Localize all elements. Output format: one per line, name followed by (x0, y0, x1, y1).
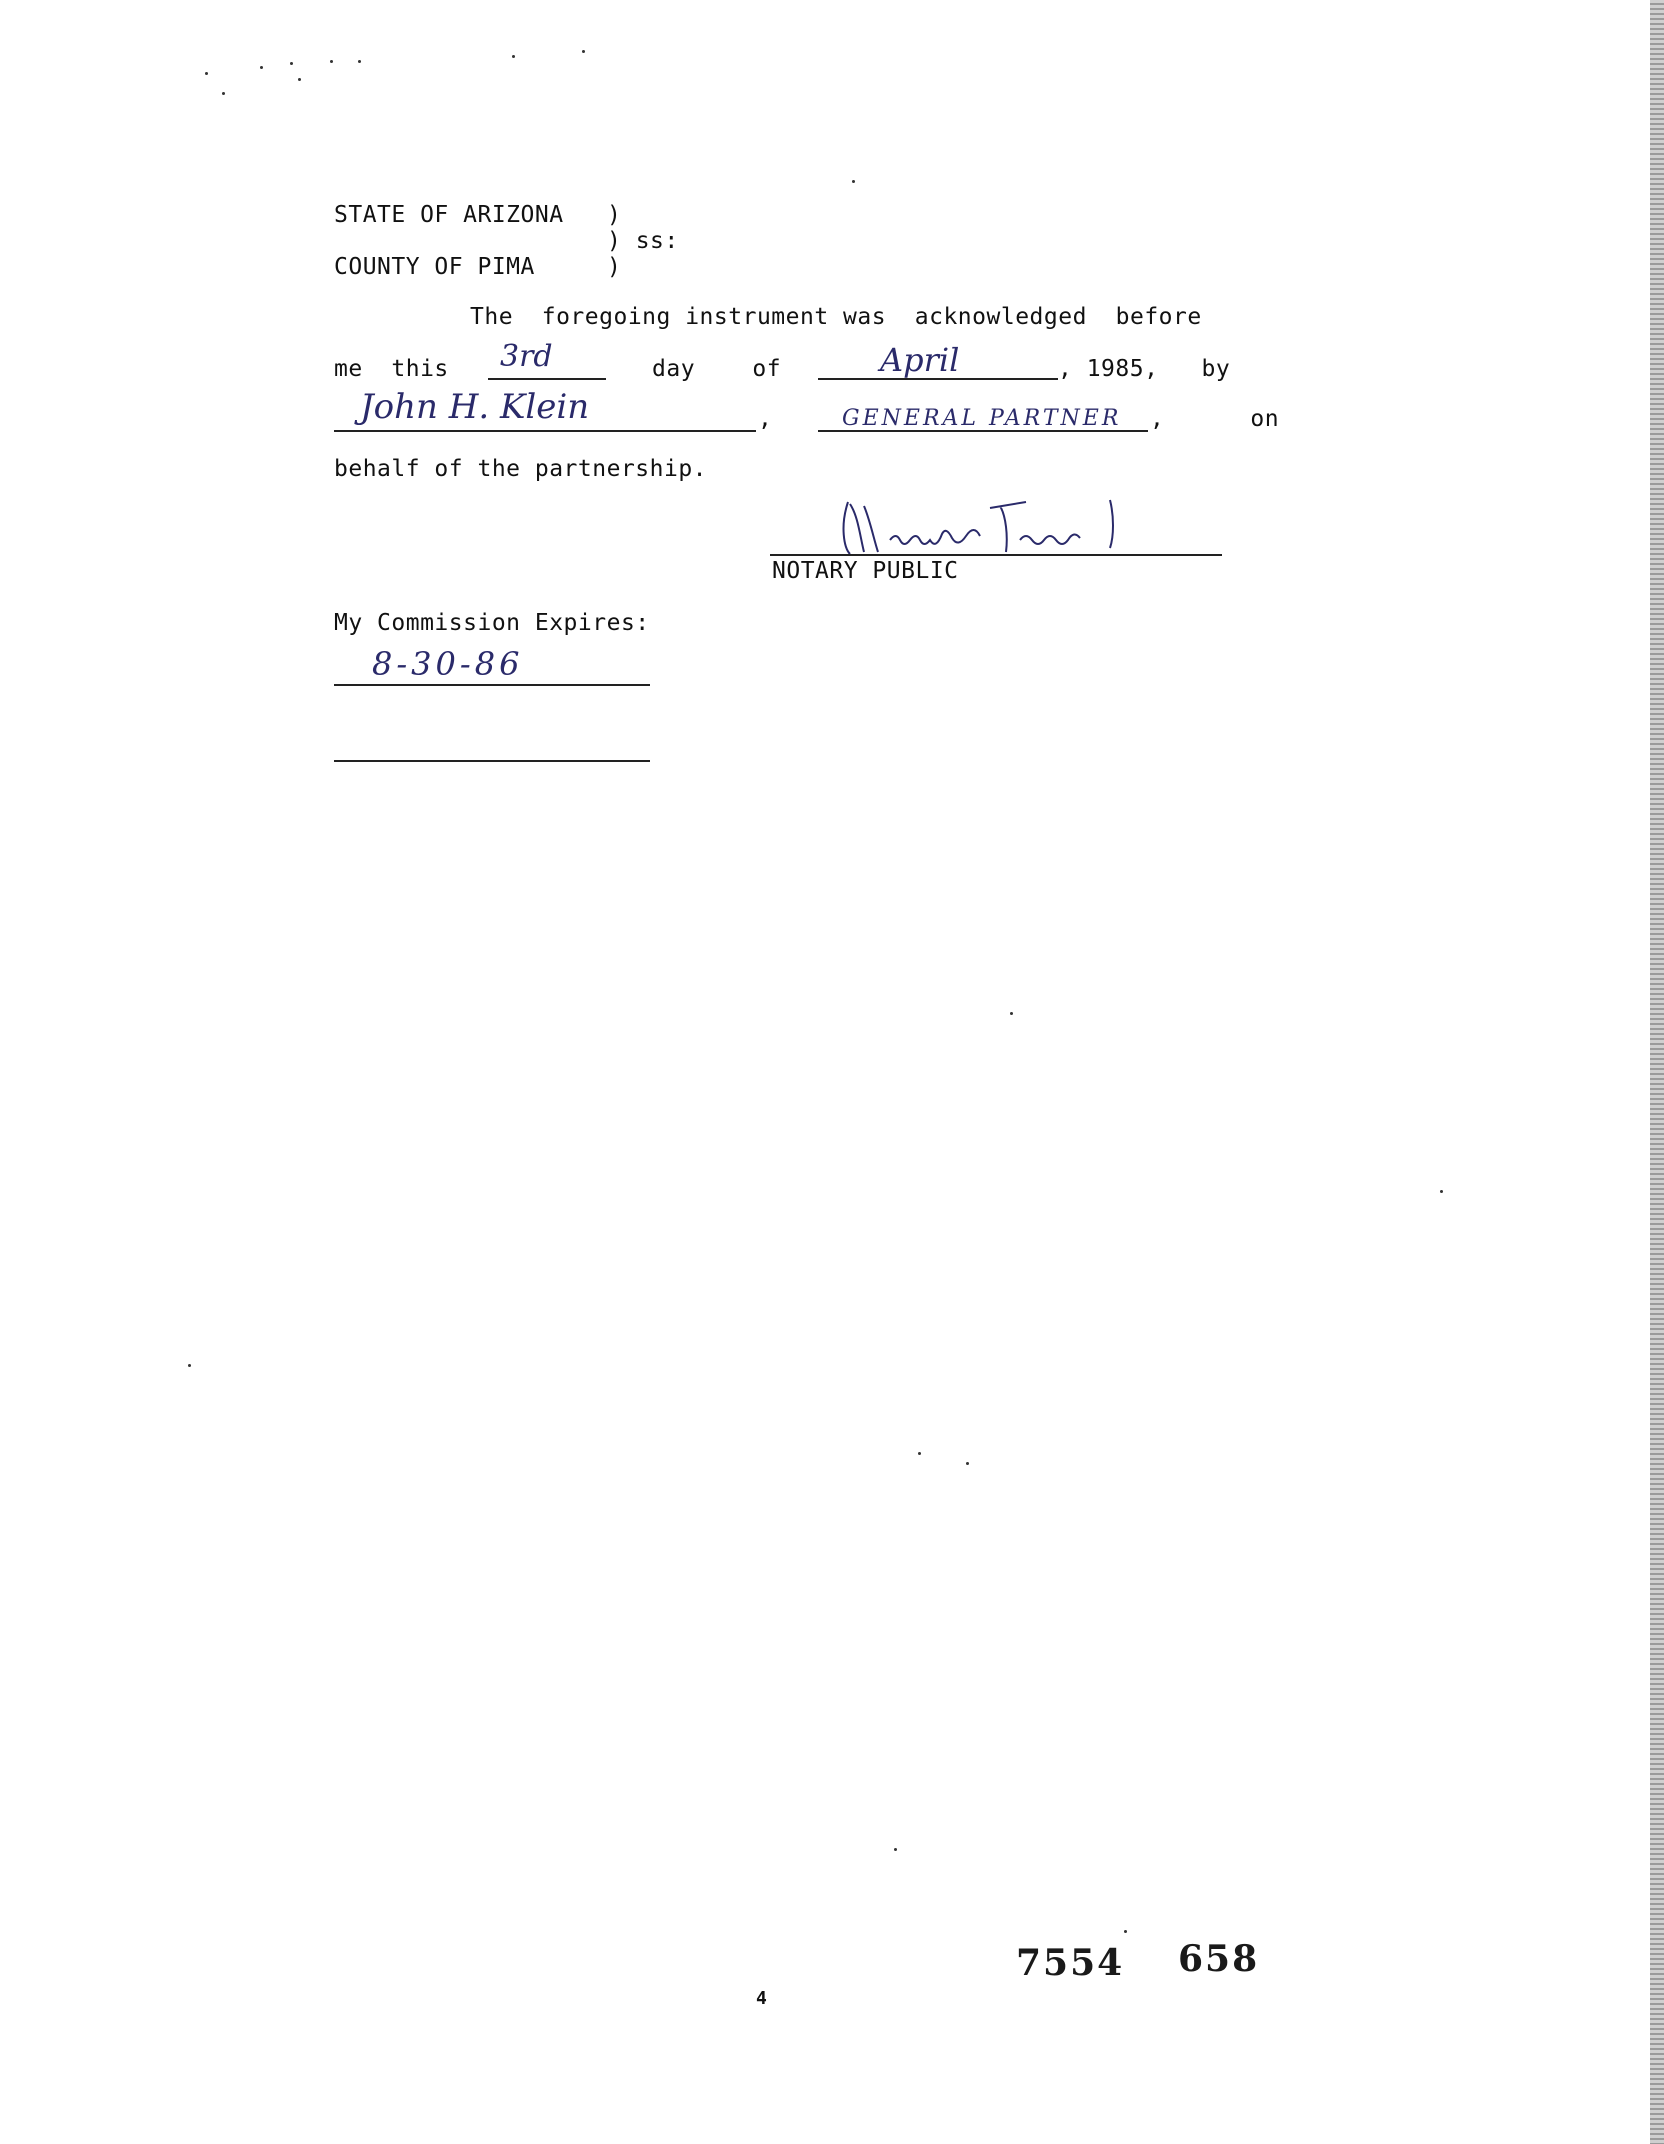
scan-speck (1440, 1190, 1443, 1193)
venue-paren-bottom: ) (607, 254, 622, 280)
handwritten-expiration-date: 8-30-86 (372, 645, 524, 683)
acknowledgment-day-of: day of (652, 356, 782, 382)
acknowledgment-comma-on: , on (1150, 406, 1280, 432)
blank-signature-line (334, 760, 650, 762)
scan-edge (1650, 0, 1664, 2144)
venue-ss: ) ss: (607, 228, 679, 254)
venue-county: COUNTY OF PIMA (334, 254, 535, 280)
scan-speck (1124, 1930, 1127, 1933)
scan-speck (188, 1364, 191, 1367)
scan-speck (918, 1452, 921, 1455)
scan-speck (290, 62, 293, 65)
page-number: 4 (756, 1988, 767, 2009)
handwritten-month: April (880, 341, 960, 379)
scan-speck (330, 60, 333, 63)
scan-speck (966, 1462, 969, 1465)
notary-signature-line (770, 554, 1222, 556)
scan-speck (358, 60, 361, 63)
scan-speck (512, 55, 515, 58)
handwritten-day: 3rd (500, 339, 553, 374)
scan-speck (894, 1848, 897, 1851)
scan-speck (260, 66, 263, 69)
expiration-date-underline (334, 684, 650, 686)
day-underline (488, 378, 606, 380)
acknowledgment-line-4: behalf of the partnership. (334, 456, 708, 482)
acknowledgment-me-this: me this (334, 356, 449, 382)
acknowledgment-comma: , (758, 406, 773, 432)
month-underline (818, 378, 1058, 380)
venue-paren-top: ) (607, 202, 622, 228)
notary-public-label: NOTARY PUBLIC (772, 558, 959, 584)
handwritten-name: John H. Klein (360, 387, 590, 427)
recording-book-number: 7554 (1016, 1942, 1125, 1984)
scan-speck (852, 180, 855, 183)
handwritten-capacity: GENERAL PARTNER (842, 406, 1122, 431)
acknowledgment-line-1: The foregoing instrument was acknowledged before (470, 304, 1202, 330)
scan-speck (205, 72, 208, 75)
capacity-underline (818, 430, 1148, 432)
scan-speck (222, 92, 225, 95)
scan-speck (298, 78, 301, 81)
venue-state: STATE OF ARIZONA (334, 202, 564, 228)
recording-page-number: 658 (1178, 1938, 1260, 1980)
scan-speck (582, 50, 585, 53)
name-underline (334, 430, 756, 432)
scan-speck (1010, 1012, 1013, 1015)
acknowledgment-year-by: , 1985, by (1058, 356, 1231, 382)
commission-label: My Commission Expires: (334, 610, 650, 636)
